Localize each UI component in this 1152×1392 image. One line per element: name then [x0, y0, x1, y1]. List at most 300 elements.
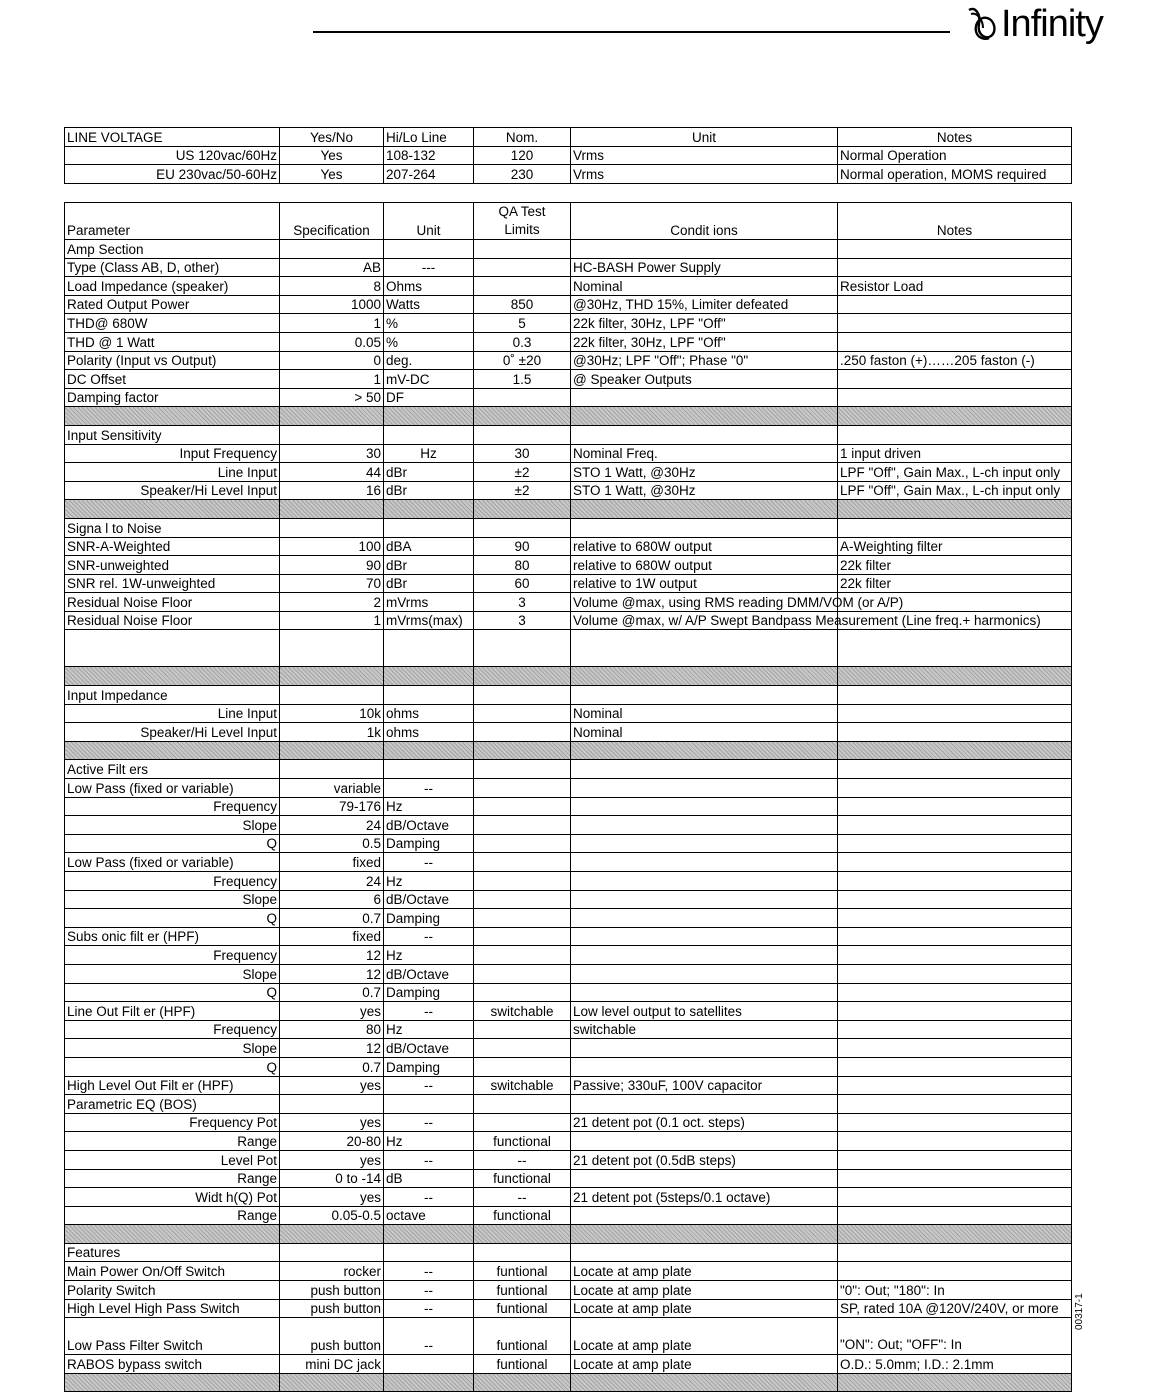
spec-cell: 44: [280, 463, 384, 482]
qa-cell: [474, 853, 571, 872]
unit-cell: Hz: [384, 1020, 474, 1039]
conditions-cell: [571, 667, 838, 686]
conditions-cell: 21 detent pot (0.5dB steps): [571, 1150, 838, 1169]
conditions-cell: Nominal: [571, 277, 838, 296]
qa-cell: 3: [474, 611, 571, 630]
unit-cell: ohms: [384, 723, 474, 742]
qa-cell: funtional: [474, 1355, 571, 1374]
spec-cell: variable: [280, 779, 384, 798]
unit-cell: octave: [384, 1206, 474, 1225]
notes-cell: 22k filter: [838, 574, 1072, 593]
table-row: [65, 816, 1072, 835]
table-row: [65, 295, 1072, 314]
qa-cell: [474, 388, 571, 407]
qa-cell: [474, 779, 571, 798]
conditions-cell: [571, 388, 838, 407]
conditions-cell: Locate at amp plate: [571, 1355, 838, 1374]
spec-cell: 12: [280, 1039, 384, 1058]
table-row: [65, 890, 1072, 909]
spec-cell: 1: [280, 611, 384, 630]
spec-cell: 0.7: [280, 909, 384, 928]
table-row: [65, 425, 1072, 444]
header-cell: Parameter: [65, 203, 280, 240]
conditions-cell: [571, 853, 838, 872]
header-cell: Hi/Lo Line: [384, 128, 474, 147]
cell: Yes: [280, 165, 384, 184]
param-cell: [65, 407, 280, 426]
notes-cell: .250 faston (+)……205 faston (-): [838, 351, 1072, 370]
notes-cell: [838, 1188, 1072, 1207]
qa-cell: 5: [474, 314, 571, 333]
param-cell: Low Pass (fixed or variable): [65, 853, 280, 872]
param-cell: Frequency: [65, 1020, 280, 1039]
conditions-cell: [571, 518, 838, 537]
notes-cell: [838, 1002, 1072, 1021]
qa-cell: ±2: [474, 481, 571, 500]
spec-cell: 0.7: [280, 983, 384, 1002]
qa-cell: --: [474, 1188, 571, 1207]
table-row: [65, 463, 1072, 482]
spec-cell: yes: [280, 1150, 384, 1169]
qa-cell: --: [474, 1150, 571, 1169]
table-row: [65, 165, 1072, 184]
notes-cell: [838, 853, 1072, 872]
header-cell: Notes: [838, 203, 1072, 240]
notes-cell: [838, 407, 1072, 426]
param-cell: Speaker/Hi Level Input: [65, 481, 280, 500]
conditions-cell: [571, 1169, 838, 1188]
notes-cell: [838, 1039, 1072, 1058]
conditions-cell: [571, 946, 838, 965]
unit-cell: dBr: [384, 463, 474, 482]
param-cell: Slope: [65, 890, 280, 909]
notes-cell: [838, 741, 1072, 760]
unit-cell: [384, 500, 474, 519]
param-cell: Type (Class AB, D, other): [65, 258, 280, 277]
spec-cell: [280, 518, 384, 537]
unit-cell: ohms: [384, 704, 474, 723]
qa-cell: 0˚ ±20: [474, 351, 571, 370]
notes-cell: [838, 1020, 1072, 1039]
unit-cell: --: [384, 1318, 474, 1355]
header-rule: [313, 31, 950, 33]
spec-cell: 2: [280, 593, 384, 612]
conditions-cell: [571, 1095, 838, 1114]
qa-cell: [474, 258, 571, 277]
spec-cell: [280, 667, 384, 686]
conditions-cell: [571, 909, 838, 928]
spec-cell: [280, 1225, 384, 1244]
notes-cell: [838, 630, 1072, 667]
qa-cell: [474, 816, 571, 835]
cell: Yes: [280, 146, 384, 165]
notes-cell: [838, 258, 1072, 277]
spec-header-row: [65, 203, 1072, 240]
spec-cell: push button: [280, 1318, 384, 1355]
cell: 207-264: [384, 165, 474, 184]
table-row: [65, 779, 1072, 798]
qa-cell: 1.5: [474, 370, 571, 389]
table-row: [65, 964, 1072, 983]
notes-cell: [838, 946, 1072, 965]
unit-cell: dB: [384, 1169, 474, 1188]
conditions-cell: Volume @max, using RMS reading DMM/VOM (or A/P): [571, 593, 838, 612]
conditions-cell: [571, 741, 838, 760]
qa-cell: ±2: [474, 463, 571, 482]
unit-cell: mVrms: [384, 593, 474, 612]
spec-table: [64, 202, 1072, 1392]
param-cell: Damping factor: [65, 388, 280, 407]
conditions-cell: [571, 983, 838, 1002]
qa-cell: [474, 667, 571, 686]
conditions-cell: [571, 1132, 838, 1151]
header-cell: Unit: [384, 203, 474, 240]
spec-cell: 8: [280, 277, 384, 296]
table-row: [65, 667, 1072, 686]
unit-cell: %: [384, 314, 474, 333]
spec-cell: [280, 686, 384, 705]
table-row: [65, 518, 1072, 537]
notes-cell: [838, 332, 1072, 351]
notes-cell: [838, 1057, 1072, 1076]
conditions-cell: [571, 1206, 838, 1225]
spec-cell: 6: [280, 890, 384, 909]
param-cell: [65, 667, 280, 686]
param-cell: Frequency: [65, 946, 280, 965]
table-row: [65, 630, 1072, 667]
qa-cell: 80: [474, 556, 571, 575]
param-cell: Frequency Pot: [65, 1113, 280, 1132]
cell: US 120vac/60Hz: [65, 146, 280, 165]
qa-cell: [474, 686, 571, 705]
param-cell: Load Impedance (speaker): [65, 277, 280, 296]
spec-cell: [280, 1373, 384, 1392]
notes-cell: [838, 816, 1072, 835]
unit-cell: --: [384, 1299, 474, 1318]
table-row: [65, 872, 1072, 891]
conditions-cell: Locate at amp plate: [571, 1262, 838, 1281]
qa-cell: [474, 240, 571, 259]
param-cell: Q: [65, 909, 280, 928]
table-row: [65, 909, 1072, 928]
notes-cell: [838, 704, 1072, 723]
param-cell: THD @ 1 Watt: [65, 332, 280, 351]
spec-cell: 1: [280, 370, 384, 389]
conditions-cell: Low level output to satellites: [571, 1002, 838, 1021]
conditions-cell: [571, 630, 838, 667]
spec-cell: 90: [280, 556, 384, 575]
table-row: [65, 1281, 1072, 1300]
header-cell: LINE VOLTAGE: [65, 128, 280, 147]
conditions-cell: [571, 1373, 838, 1392]
cell: 108-132: [384, 146, 474, 165]
notes-cell: [838, 872, 1072, 891]
unit-cell: [384, 1225, 474, 1244]
cell: EU 230vac/50-60Hz: [65, 165, 280, 184]
table-row: [65, 1188, 1072, 1207]
spec-cell: > 50: [280, 388, 384, 407]
table-row: [65, 1225, 1072, 1244]
notes-cell: [838, 1076, 1072, 1095]
spec-cell: 0.05: [280, 332, 384, 351]
conditions-cell: Locate at amp plate: [571, 1318, 838, 1355]
line-voltage-table: [64, 127, 1072, 184]
header-cell-qa: [474, 203, 571, 240]
table-row: [65, 741, 1072, 760]
param-cell: DC Offset: [65, 370, 280, 389]
conditions-cell: [571, 927, 838, 946]
cell: Normal Operation: [838, 146, 1072, 165]
table-row: [65, 1262, 1072, 1281]
header-cell: Yes/No: [280, 128, 384, 147]
unit-cell: mVrms(max): [384, 611, 474, 630]
cell: Vrms: [571, 146, 838, 165]
unit-cell: dBr: [384, 574, 474, 593]
unit-cell: dB/Octave: [384, 1039, 474, 1058]
qa-cell: funtional: [474, 1299, 571, 1318]
spec-cell: 12: [280, 946, 384, 965]
conditions-cell: @ Speaker Outputs: [571, 370, 838, 389]
unit-cell: Hz: [384, 872, 474, 891]
param-cell: Residual Noise Floor: [65, 593, 280, 612]
unit-cell: --: [384, 1281, 474, 1300]
unit-cell: Damping: [384, 909, 474, 928]
param-cell: Speaker/Hi Level Input: [65, 723, 280, 742]
table-row: [65, 258, 1072, 277]
notes-cell: [838, 1095, 1072, 1114]
param-cell: Range: [65, 1206, 280, 1225]
unit-cell: [384, 518, 474, 537]
table-row: [65, 686, 1072, 705]
param-cell: [65, 500, 280, 519]
header-cell: Specification: [280, 203, 384, 240]
table-row: [65, 351, 1072, 370]
param-cell: Rated Output Power: [65, 295, 280, 314]
param-cell: Input Frequency: [65, 444, 280, 463]
notes-cell: [838, 1169, 1072, 1188]
notes-cell: 22k filter: [838, 556, 1072, 575]
line-voltage-header: [65, 128, 1072, 147]
param-cell: Polarity Switch: [65, 1281, 280, 1300]
table-row: [65, 797, 1072, 816]
spec-cell: push button: [280, 1299, 384, 1318]
qa-cell: [474, 425, 571, 444]
conditions-cell: [571, 407, 838, 426]
conditions-cell: HC-BASH Power Supply: [571, 258, 838, 277]
table-row: [65, 1206, 1072, 1225]
spec-cell: [280, 1243, 384, 1262]
notes-cell: [838, 1225, 1072, 1244]
unit-cell: --: [384, 1076, 474, 1095]
conditions-cell: Locate at amp plate: [571, 1281, 838, 1300]
qa-cell: [474, 407, 571, 426]
conditions-cell: [571, 760, 838, 779]
param-cell: SNR-unweighted: [65, 556, 280, 575]
param-cell: Features: [65, 1243, 280, 1262]
notes-cell: [838, 425, 1072, 444]
conditions-cell: @30Hz, THD 15%, Limiter defeated: [571, 295, 838, 314]
conditions-cell: [571, 1243, 838, 1262]
unit-cell: Ohms: [384, 277, 474, 296]
notes-cell: [838, 909, 1072, 928]
param-cell: Slope: [65, 964, 280, 983]
conditions-cell: [571, 890, 838, 909]
qa-cell: functional: [474, 1132, 571, 1151]
param-cell: Subs onic filt er (HPF): [65, 927, 280, 946]
qa-cell: [474, 890, 571, 909]
conditions-cell: [571, 816, 838, 835]
param-cell: Residual Noise Floor: [65, 611, 280, 630]
table-row: [65, 760, 1072, 779]
header-cell: Notes: [838, 128, 1072, 147]
qa-cell: [474, 1113, 571, 1132]
param-cell: Frequency: [65, 797, 280, 816]
conditions-cell: [571, 425, 838, 444]
spec-cell: 30: [280, 444, 384, 463]
conditions-cell: [571, 872, 838, 891]
unit-cell: %: [384, 332, 474, 351]
unit-cell: Hz: [384, 797, 474, 816]
unit-cell: [384, 741, 474, 760]
spec-cell: AB: [280, 258, 384, 277]
table-row: [65, 556, 1072, 575]
unit-cell: Hz: [384, 946, 474, 965]
param-cell: High Level High Pass Switch: [65, 1299, 280, 1318]
notes-cell: [838, 797, 1072, 816]
unit-cell: DF: [384, 388, 474, 407]
notes-cell: [838, 779, 1072, 798]
spec-cell: 12: [280, 964, 384, 983]
unit-cell: [384, 1243, 474, 1262]
table-row: [65, 277, 1072, 296]
param-cell: Low Pass (fixed or variable): [65, 779, 280, 798]
table-row: [65, 1243, 1072, 1262]
table-row: [65, 1299, 1072, 1318]
table-row: [65, 704, 1072, 723]
spec-cell: 20-80: [280, 1132, 384, 1151]
notes-cell: [838, 518, 1072, 537]
conditions-cell: Nominal Freq.: [571, 444, 838, 463]
qa-cell: [474, 1057, 571, 1076]
conditions-cell: switchable: [571, 1020, 838, 1039]
unit-cell: dBr: [384, 556, 474, 575]
qa-cell: [474, 927, 571, 946]
spec-cell: 1: [280, 314, 384, 333]
notes-cell: [838, 1113, 1072, 1132]
brand-name: Infinity: [1001, 3, 1103, 45]
notes-cell: [838, 240, 1072, 259]
param-cell: THD@ 680W: [65, 314, 280, 333]
conditions-cell: STO 1 Watt, @30Hz: [571, 481, 838, 500]
unit-cell: [384, 667, 474, 686]
qa-cell: [474, 1039, 571, 1058]
conditions-cell: Nominal: [571, 723, 838, 742]
param-cell: [65, 630, 280, 667]
unit-cell: [384, 760, 474, 779]
table-row: [65, 593, 1072, 612]
qa-cell: [474, 1095, 571, 1114]
conditions-cell: STO 1 Watt, @30Hz: [571, 463, 838, 482]
table-row: [65, 1020, 1072, 1039]
table-row: [65, 1132, 1072, 1151]
table-row: [65, 388, 1072, 407]
qa-cell: 60: [474, 574, 571, 593]
param-cell: Input Impedance: [65, 686, 280, 705]
unit-cell: Watts: [384, 295, 474, 314]
notes-cell: A-Weighting filter: [838, 537, 1072, 556]
notes-cell: [838, 314, 1072, 333]
cell: 230: [474, 165, 571, 184]
conditions-cell: [571, 500, 838, 519]
table-row: [65, 723, 1072, 742]
notes-cell: [838, 686, 1072, 705]
conditions-cell: Volume @max, w/ A/P Swept Bandpass Measurement (Line freq.+ harmonics): [571, 611, 838, 630]
conditions-cell: 22k filter, 30Hz, LPF "Off": [571, 314, 838, 333]
conditions-cell: @30Hz; LPF "Off"; Phase "0": [571, 351, 838, 370]
conditions-cell: 21 detent pot (5steps/0.1 octave): [571, 1188, 838, 1207]
unit-cell: --: [384, 853, 474, 872]
qa-cell: [474, 1020, 571, 1039]
qa-cell: [474, 518, 571, 537]
conditions-cell: Locate at amp plate: [571, 1299, 838, 1318]
spec-cell: 1k: [280, 723, 384, 742]
unit-cell: --: [384, 1113, 474, 1132]
unit-cell: Damping: [384, 834, 474, 853]
notes-cell: Resistor Load: [838, 277, 1072, 296]
spec-cell: [280, 500, 384, 519]
param-cell: RABOS bypass switch: [65, 1355, 280, 1374]
conditions-cell: [571, 686, 838, 705]
qa-cell: [474, 872, 571, 891]
spec-cell: 24: [280, 816, 384, 835]
notes-cell: 1 input driven: [838, 444, 1072, 463]
param-cell: [65, 1373, 280, 1392]
unit-cell: --: [384, 1002, 474, 1021]
spec-cell: [280, 760, 384, 779]
unit-cell: dB/Octave: [384, 816, 474, 835]
table-row: [65, 574, 1072, 593]
conditions-cell: 22k filter, 30Hz, LPF "Off": [571, 332, 838, 351]
param-cell: Line Input: [65, 463, 280, 482]
spec-cell: 79-176: [280, 797, 384, 816]
spec-cell: 10k: [280, 704, 384, 723]
spec-cell: 0: [280, 351, 384, 370]
table-row: [65, 611, 1072, 630]
spec-cell: 1000: [280, 295, 384, 314]
qa-cell: [474, 741, 571, 760]
unit-cell: --: [384, 1188, 474, 1207]
table-row: [65, 314, 1072, 333]
param-cell: Polarity (Input vs Output): [65, 351, 280, 370]
param-cell: Slope: [65, 1039, 280, 1058]
unit-cell: [384, 407, 474, 426]
spec-cell: 0 to -14: [280, 1169, 384, 1188]
conditions-cell: [571, 797, 838, 816]
param-cell: Signa l to Noise: [65, 518, 280, 537]
qa-cell: [474, 704, 571, 723]
unit-cell: ---: [384, 258, 474, 277]
param-cell: Range: [65, 1169, 280, 1188]
qa-cell: [474, 964, 571, 983]
param-cell: Parametric EQ (BOS): [65, 1095, 280, 1114]
table-row: [65, 1057, 1072, 1076]
table-row: [65, 1150, 1072, 1169]
qa-cell: 850: [474, 295, 571, 314]
notes-cell: SP, rated 10A @120V/240V, or more: [838, 1299, 1072, 1318]
notes-cell: [838, 834, 1072, 853]
spec-cell: [280, 407, 384, 426]
brand-logo: [965, 2, 1103, 46]
